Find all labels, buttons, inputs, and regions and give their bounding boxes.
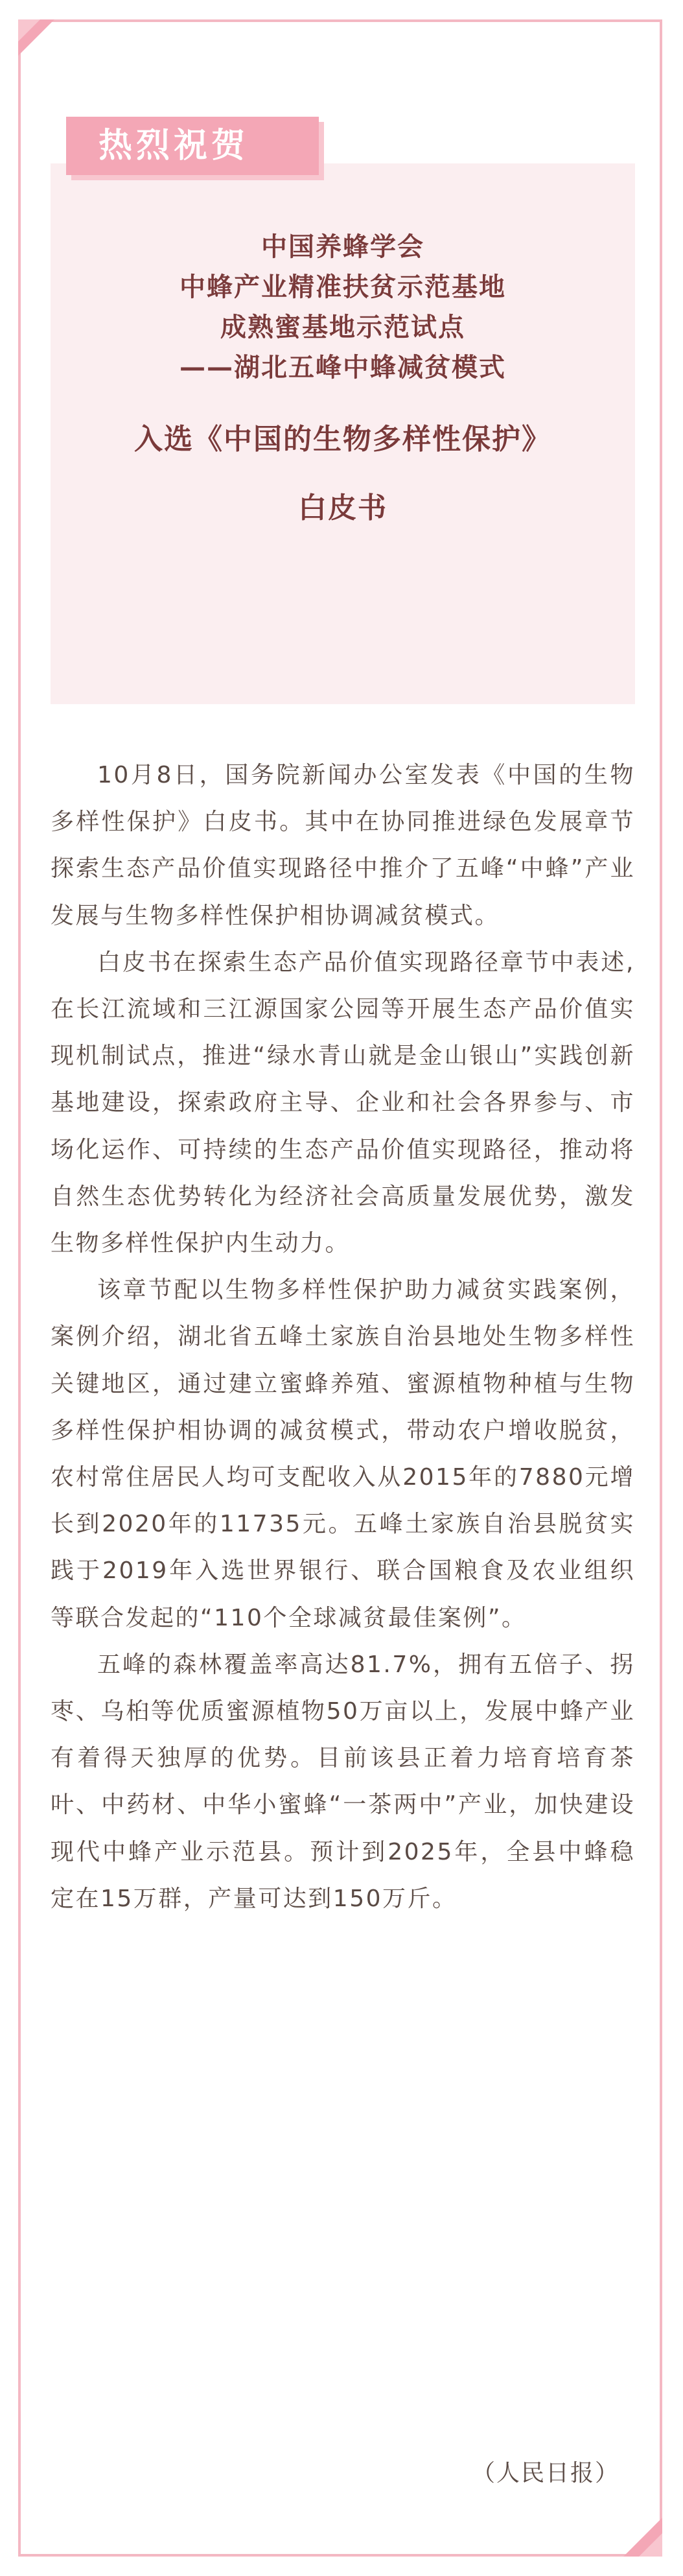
article-paragraph: 10月8日，国务院新闻办公室发表《中国的生物多样性保护》白皮书。其中在协同推进绿色发展章节探索生态产品价值实现路径中推介了五峰“中蜂”产业发展与生物多样性保护相协调减贫模式。	[51, 762, 635, 929]
hero-line-base: 中蜂产业精准扶贫示范基地	[179, 272, 506, 302]
hero-book-line: 白皮书	[298, 491, 388, 525]
article-paragraph: 五峰的森林覆盖率高达81.7%，拥有五倍子、拐枣、乌桕等优质蜜源植物50万亩以上，发展中蜂产业有着得天独厚的优势。目前该县正着力培育培育茶叶、中药材、中华小蜜蜂“一茶两中”产业，加快建设现代中蜂产业示范县。预计到2025年，全县中蜂稳定在15万群，产量可达到150万斤。	[51, 1651, 635, 1912]
hero-line-society: 中国养蜂学会	[261, 232, 424, 262]
hero-line-pilot: 成熟蜜基地示范试点	[220, 313, 465, 342]
hero-selected-line: 入选《中国的生物多样性保护》	[134, 423, 551, 456]
corner-decoration-bottom-right-inner	[639, 2533, 662, 2557]
article-body	[51, 752, 635, 1922]
congrats-badge: 热烈祝贺	[66, 117, 319, 175]
hero-line-model: ——湖北五峰中蜂减贫模式	[179, 353, 506, 383]
article-paragraph: 该章节配以生物多样性保护助力减贫实践案例，案例介绍，湖北省五峰土家族自治县地处生物多样性关键地区，通过建立蜜蜂养殖、蜜源植物种植与生物多样性保护相协调的减贫模式，带动农户增收脱贫，农村常住居民人均可支配收入从2015年的7880元增长到2020年的11735元。五峰土家族自治县脱贫实践于2019年入选世界银行、联合国粮食及农业组织等联合发起的“110个全球减贫最佳案例”。	[51, 1277, 635, 1631]
corner-decoration-top-left-inner	[18, 19, 40, 41]
article-source: （人民日报）	[471, 2460, 619, 2487]
article-paragraph: 白皮书在探索生态产品价值实现路径章节中表述,在长江流域和三江源国家公园等开展生态产品价值实现机制试点，推进“绿水青山就是金山银山”实践创新基地建设，探索政府主导、企业和社会各界参与、市场化运作、可持续的生态产品价值实现路径，推动将自然生态优势转化为经济社会高质量发展优势，激发生物多样性保护内生动力。	[51, 949, 635, 1257]
hero-titles	[51, 227, 635, 534]
